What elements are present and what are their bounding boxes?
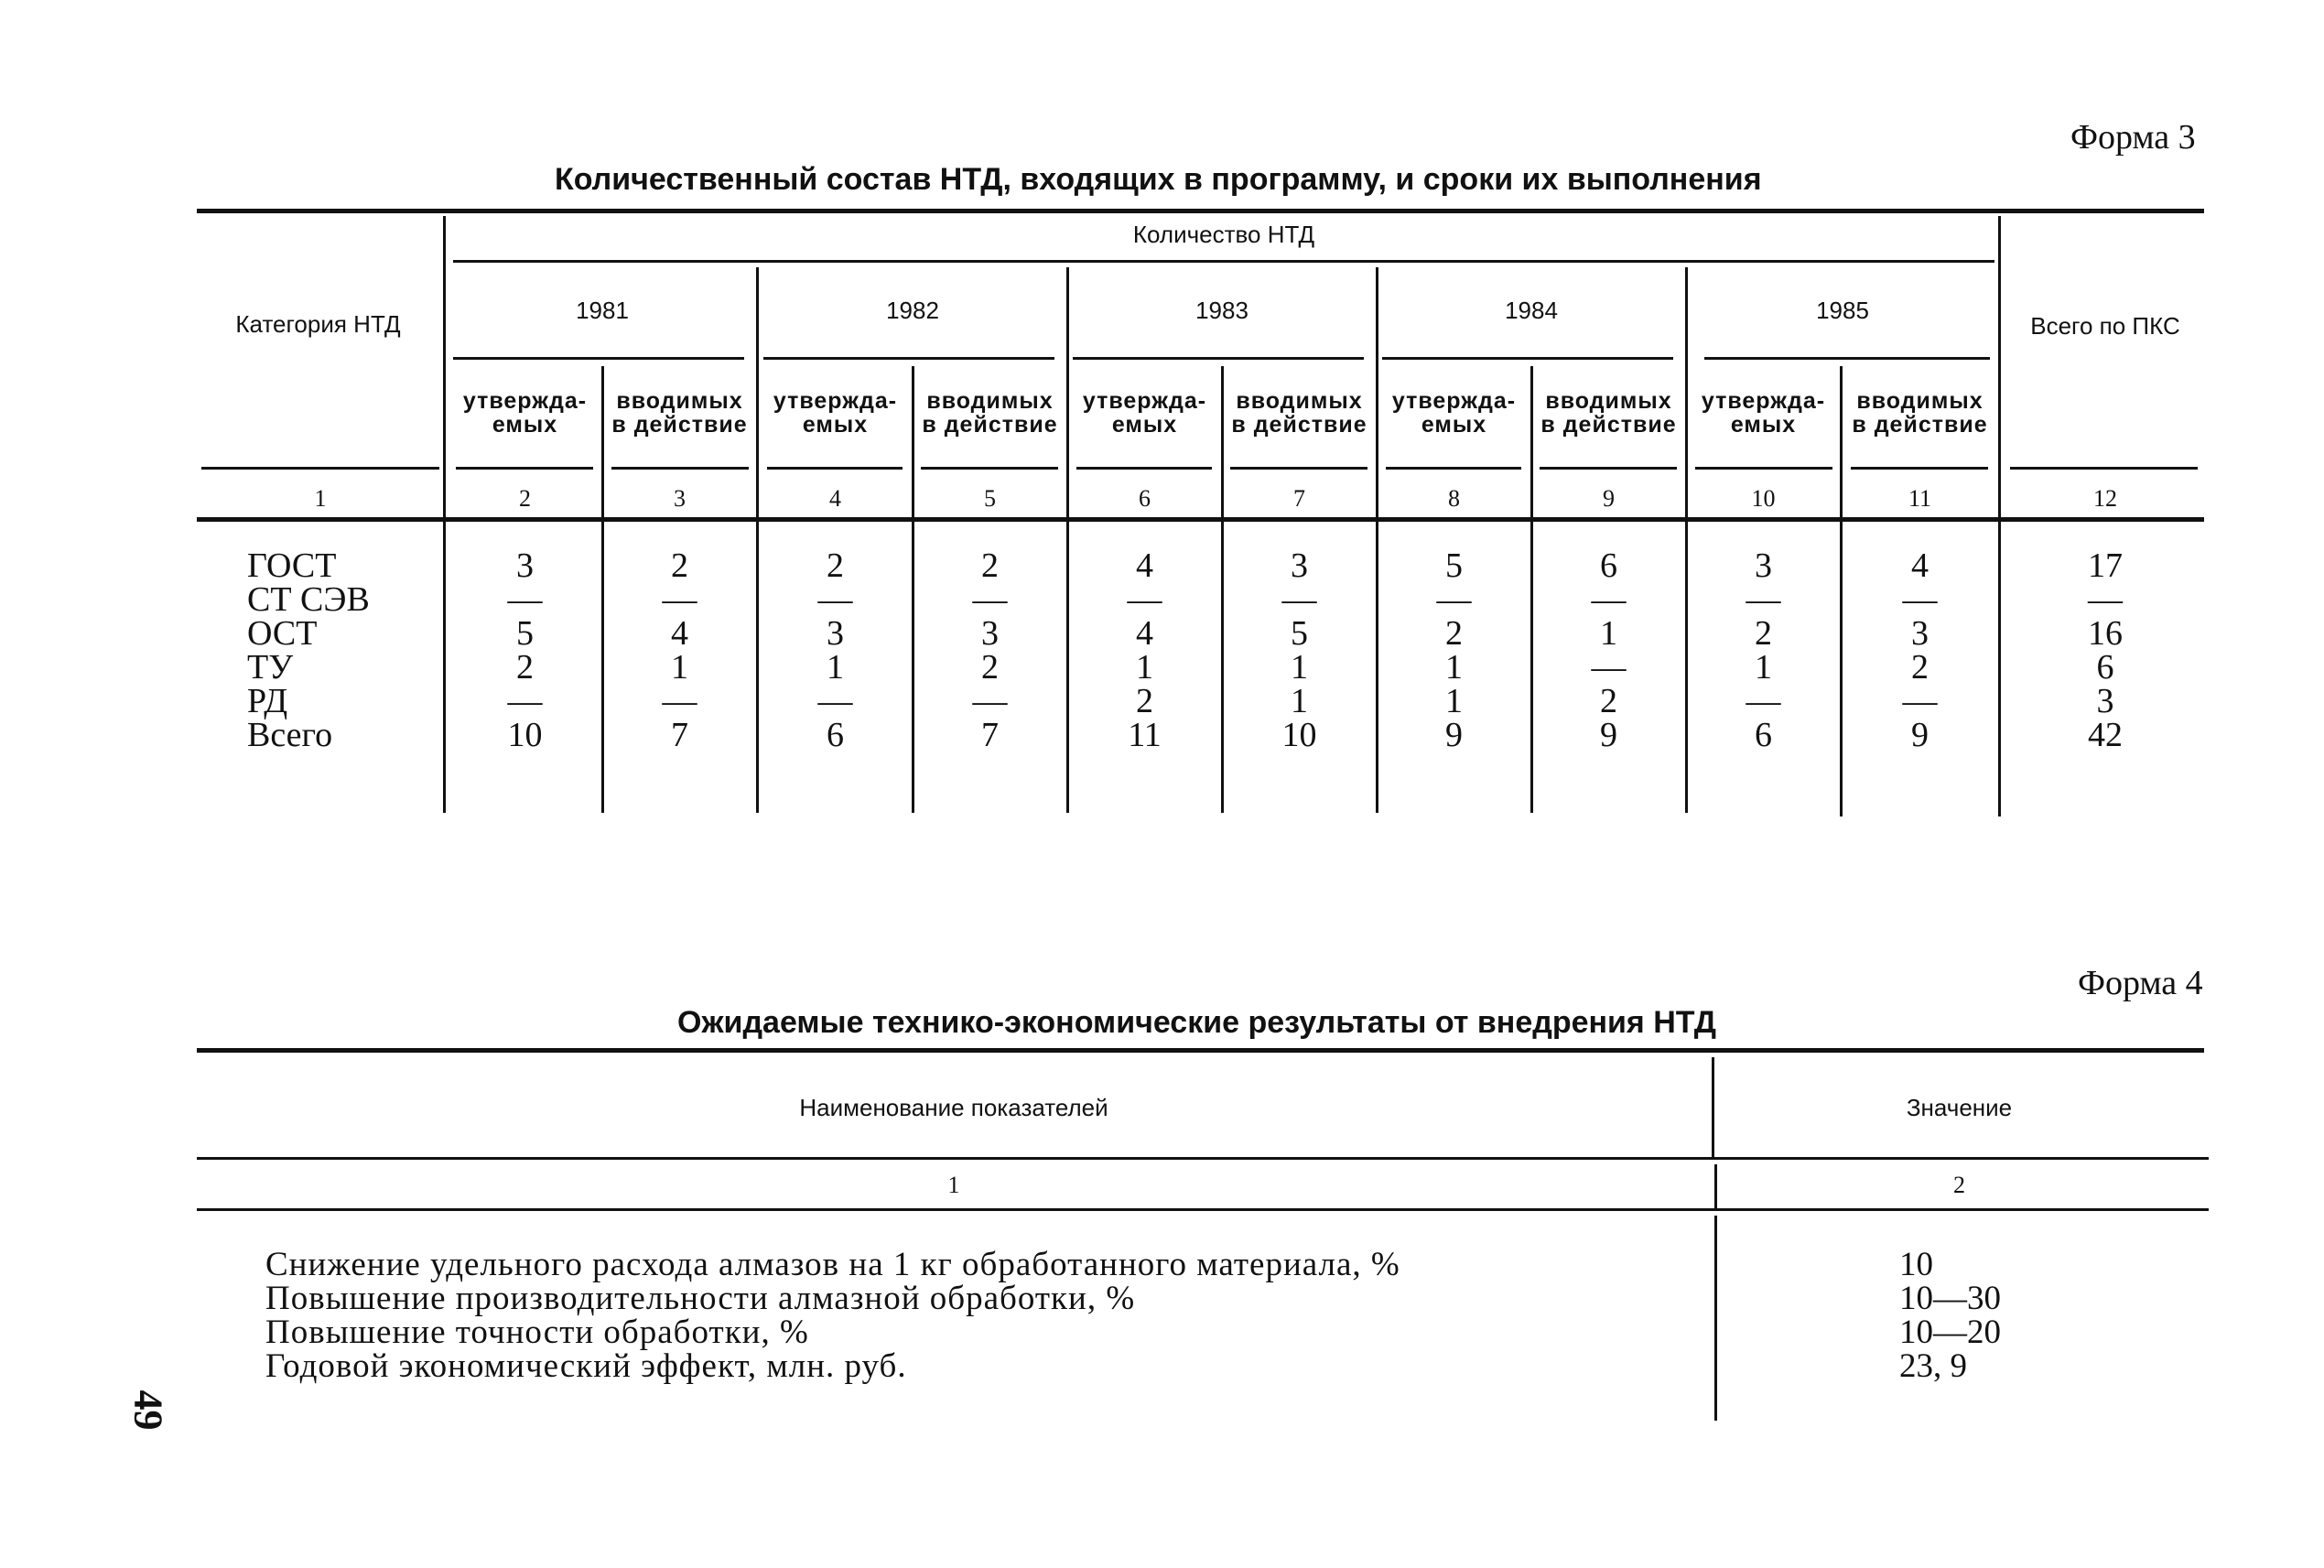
table-cell: 7 <box>671 716 688 754</box>
year-underline <box>453 357 744 360</box>
colnum-rule <box>1851 467 1988 470</box>
table-cell: 9 <box>1445 716 1463 754</box>
colnum-rule <box>921 467 1058 470</box>
year-1982: 1982 <box>886 297 939 324</box>
colnum-rule <box>1540 467 1677 470</box>
indicator-value-header: Значение <box>1906 1094 2013 1121</box>
table-cell: 6 <box>827 716 844 754</box>
col-divider <box>1998 216 2001 816</box>
table-cell: — <box>2088 580 2123 619</box>
table-cell: 2 <box>516 648 534 687</box>
table-cell: 6 <box>2096 648 2114 687</box>
sub-enacted: вводимых в действие <box>1540 388 1677 438</box>
sub-enacted: вводимых в действие <box>1231 388 1367 438</box>
table-cell: — <box>507 580 543 619</box>
col-number: 10 <box>1751 485 1776 512</box>
table-cell: 1 <box>1445 682 1463 720</box>
table-cell: — <box>1281 580 1317 619</box>
row-label: ГОСТ <box>247 546 337 585</box>
col-number: 1 <box>314 485 327 512</box>
indicator-value: 10—30 <box>1899 1280 2001 1317</box>
col-number: 8 <box>1448 485 1460 512</box>
col-number: 1 <box>947 1172 960 1198</box>
form4-colnum-rule <box>197 1208 2209 1211</box>
row-label: СТ СЭВ <box>247 580 370 619</box>
row-label: Всего <box>247 716 333 754</box>
table-cell: — <box>972 580 1008 619</box>
table-cell: — <box>1746 682 1781 720</box>
year-underline <box>1382 357 1673 360</box>
table-cell: 1 <box>1291 682 1308 720</box>
table-cell: — <box>1591 648 1627 687</box>
form4-title: Ожидаемые технико-экономические результаты от внедрения НТД <box>677 1005 1716 1040</box>
table-cell: 4 <box>671 614 688 653</box>
year-1983: 1983 <box>1195 297 1248 324</box>
year-1981: 1981 <box>576 297 629 324</box>
form3-top-rule <box>197 209 2204 213</box>
form3-title: Количественный состав НТД, входящих в программу, и сроки их выполнения <box>555 162 1762 197</box>
table-cell: 5 <box>1291 614 1308 653</box>
form4-label: Форма 4 <box>2078 964 2203 1002</box>
year-underline <box>763 357 1054 360</box>
total-header: Всего по ПКС <box>2030 312 2180 340</box>
indicator-value: 10—20 <box>1899 1314 2001 1351</box>
indicator-name: Повышение точности обработки, % <box>265 1314 809 1351</box>
sub-approved: утвержда- емых <box>1701 388 1826 438</box>
table-cell: 17 <box>2088 546 2123 585</box>
col-number: 12 <box>2093 485 2117 512</box>
sub-enacted: вводимых в действие <box>611 388 748 438</box>
col-number: 2 <box>1953 1172 1965 1198</box>
indicator-name: Годовой экономический эффект, млн. руб. <box>265 1347 907 1385</box>
table-cell: 2 <box>1136 682 1153 720</box>
table-cell: 2 <box>981 546 999 585</box>
table-cell: — <box>817 682 853 720</box>
indicator-value: 23, 9 <box>1899 1347 1967 1385</box>
table-cell: 9 <box>1600 716 1617 754</box>
col-number: 7 <box>1293 485 1305 512</box>
colnum-rule <box>1076 467 1212 470</box>
table-cell: 3 <box>516 546 534 585</box>
table-cell: 1 <box>1445 648 1463 687</box>
indicator-name: Снижение удельного расхода алмазов на 1 кг обработанного материала, % <box>265 1246 1400 1283</box>
indicator-value: 10 <box>1899 1246 1933 1283</box>
category-header: Категория НТД <box>235 310 401 338</box>
page-number: 49 <box>125 1390 171 1431</box>
table-cell: 3 <box>1911 614 1929 653</box>
quantity-header: Количество НТД <box>1132 221 1315 248</box>
table-cell: 42 <box>2088 716 2123 754</box>
table-cell: 6 <box>1755 716 1772 754</box>
table-cell: 3 <box>1755 546 1772 585</box>
table-cell: — <box>1902 580 1938 619</box>
quantity-underline <box>453 260 1994 263</box>
year-underline <box>1704 357 1990 360</box>
col-number: 6 <box>1139 485 1151 512</box>
table-cell: 5 <box>516 614 534 653</box>
table-cell: 4 <box>1911 546 1929 585</box>
table-cell: 1 <box>1755 648 1772 687</box>
table-cell: 1 <box>827 648 844 687</box>
sub-approved: утвержда- емых <box>773 388 898 438</box>
sub-enacted: вводимых в действие <box>1852 388 1988 438</box>
colnum-rule <box>201 467 439 470</box>
colnum-rule <box>767 467 903 470</box>
table-cell: 3 <box>1291 546 1308 585</box>
table-cell: 2 <box>827 546 844 585</box>
row-label: ОСТ <box>247 614 318 653</box>
sub-enacted: вводимых в действие <box>922 388 1058 438</box>
table-cell: 2 <box>1600 682 1617 720</box>
form3-header-bottom-rule <box>197 517 2204 522</box>
table-cell: — <box>1127 580 1162 619</box>
year-1984: 1984 <box>1505 297 1558 324</box>
row-label: РД <box>247 682 288 720</box>
col-number: 9 <box>1603 485 1615 512</box>
table-cell: 7 <box>981 716 999 754</box>
table-cell: 4 <box>1136 614 1153 653</box>
indicator-name-header: Наименование показателей <box>799 1094 1108 1121</box>
colnum-rule <box>456 467 593 470</box>
col-number: 5 <box>984 485 996 512</box>
table-cell: — <box>662 580 697 619</box>
table-cell: 2 <box>671 546 688 585</box>
table-cell: 11 <box>1128 716 1162 754</box>
colnum-rule <box>2010 467 2198 470</box>
table-cell: 16 <box>2088 614 2123 653</box>
table-cell: 5 <box>1445 546 1463 585</box>
table-cell: — <box>507 682 543 720</box>
year-underline <box>1073 357 1364 360</box>
table-cell: 3 <box>2096 682 2114 720</box>
form4-col-divider <box>1714 1216 1717 1421</box>
sub-approved: утвержда- емых <box>462 388 588 438</box>
colnum-rule <box>611 467 749 470</box>
table-cell: 1 <box>1136 648 1153 687</box>
table-cell: — <box>1591 580 1627 619</box>
col-number: 11 <box>1908 485 1932 512</box>
table-cell: 2 <box>1911 648 1929 687</box>
table-cell: — <box>1436 580 1472 619</box>
indicator-name: Повышение производительности алмазной обработки, % <box>265 1280 1136 1317</box>
sub-approved: утвержда- емых <box>1391 388 1517 438</box>
col-number: 4 <box>829 485 841 512</box>
col-number: 3 <box>674 485 686 512</box>
table-cell: 1 <box>671 648 688 687</box>
table-cell: 9 <box>1911 716 1929 754</box>
table-cell: — <box>1746 580 1781 619</box>
table-cell: 2 <box>1755 614 1772 653</box>
table-cell: — <box>662 682 697 720</box>
form4-header-rule <box>197 1157 2209 1160</box>
col-divider <box>443 216 446 813</box>
colnum-rule <box>1386 467 1521 470</box>
colnum-rule <box>1695 467 1832 470</box>
table-cell: 2 <box>1445 614 1463 653</box>
table-cell: 3 <box>827 614 844 653</box>
year-1985: 1985 <box>1816 297 1869 324</box>
table-cell: 3 <box>981 614 999 653</box>
table-cell: 6 <box>1600 546 1617 585</box>
table-cell: — <box>817 580 853 619</box>
table-cell: — <box>972 682 1008 720</box>
table-cell: 1 <box>1600 614 1617 653</box>
col-number: 2 <box>519 485 531 512</box>
colnum-rule <box>1230 467 1367 470</box>
table-cell: 10 <box>507 716 543 754</box>
table-cell: — <box>1902 682 1938 720</box>
sub-approved: утвержда- емых <box>1082 388 1207 438</box>
table-cell: 1 <box>1291 648 1308 687</box>
form4-top-rule <box>197 1048 2204 1053</box>
table-cell: 2 <box>981 648 999 687</box>
table-cell: 4 <box>1136 546 1153 585</box>
table-cell: 10 <box>1281 716 1317 754</box>
row-label: ТУ <box>247 648 294 687</box>
form3-label: Форма 3 <box>2070 118 2196 157</box>
